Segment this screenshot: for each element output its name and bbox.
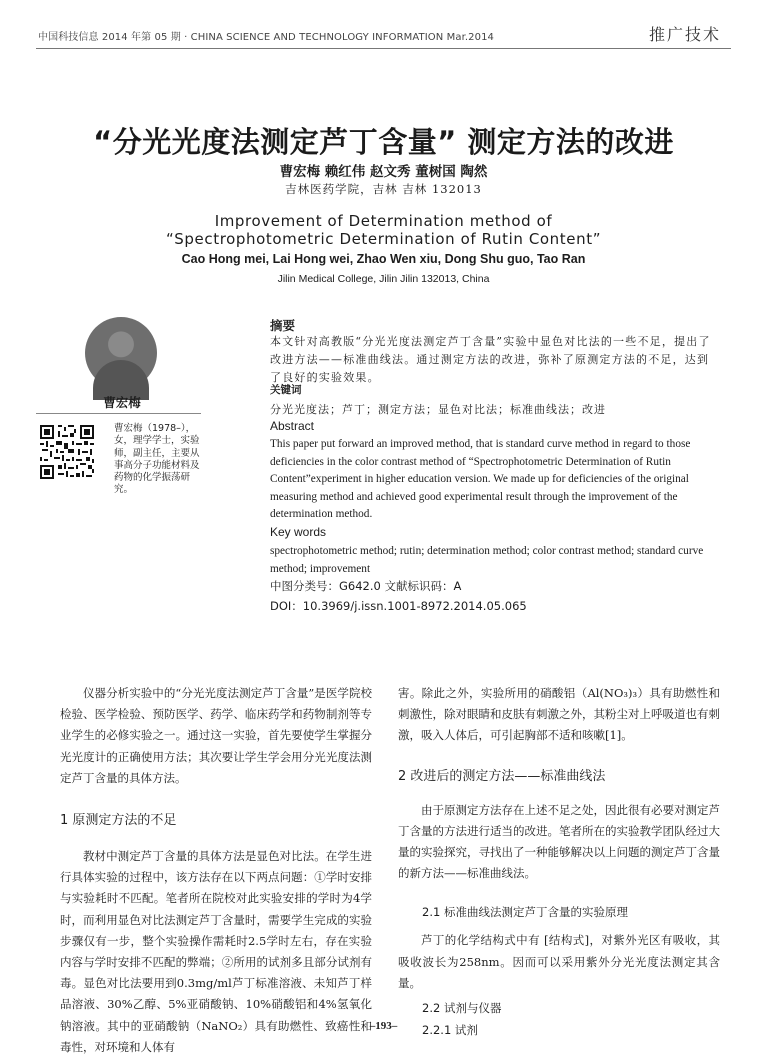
body-column-right (398, 683, 720, 1038)
paper-title-en-line2: “Spectrophotometric Determination of Rutin Content” (165, 230, 602, 248)
author-name: 曹宏梅 (103, 395, 141, 410)
keywords-en: spectrophotometric method; rutin; determination method; color contrast method; standard curve method; improvement (270, 545, 704, 575)
continued-paragraph: 害。除此之外，实验所用的硝酸铝（Al(NO₃)₃）具有助燃性和刺激性，除对眼睛和皮肤有刺激之外，其粉尘对上呼吸道也有刺激，吸入人体后，可引起胸部不适和咳嗽[1]。 (398, 686, 720, 743)
section-2-paragraph: 由于原测定方法存在上述不足之处，因此很有必要对测定芦丁含量的方法进行适当的改进。笔者所在的实验教学团队经过大量的实验探究，寻找出了一种能够解决以上问题的测定芦丁含量的新方法——标准曲线法。 (398, 802, 720, 881)
journal-header: 中国科技信息 2014 年第 05 期 · CHINA SCIENCE AND TECHNOLOGY INFORMATION Mar.2014 (38, 32, 494, 43)
abstract-text-cn: 本文针对高教版“分光光度法测定芦丁含量”实验中显色对比法的一些不足，提出了改进方法——标准曲线法。通过测定方法的改进，弥补了原测定方法的不足，达到了良好的实验效果。 (270, 335, 711, 384)
keywords-heading-cn: 关键词 (270, 384, 302, 396)
bio-divider (36, 413, 201, 414)
paper-title-en-line1: Improvement of Determination method of (214, 212, 553, 230)
abstract-heading-en: Abstract (270, 419, 315, 433)
authors-en: Cao Hong mei, Lai Hong wei, Zhao Wen xiu, Dong Shu guo, Tao Ran (181, 252, 586, 266)
section-1-heading: 1 原测定方法的不足 (60, 813, 177, 829)
author-bio: 曹宏梅（1978–），女，理学学士，实验师，副主任，主要从事高分子功能材料及药物的化学振荡研究。 (114, 423, 200, 496)
column-label: 推广技术 (648, 25, 721, 44)
keywords-cn: 分光光度法；芦丁；测定方法；显色对比法；标准曲线法；改进 (270, 403, 606, 416)
qr-code-icon (38, 423, 96, 481)
section-2-heading: 2 改进后的测定方法——标准曲线法 (398, 768, 606, 784)
subsection-2-1-heading: 2.1 标准曲线法测定芦丁含量的实验原理 (422, 905, 628, 920)
section-1-paragraph: 教材中测定芦丁含量的具体方法是显色对比法。在学生进行具体实验的过程中，该方法存在以下两点问题：①学时安排与实验耗时不匹配。笔者所在院校对此实验安排的学时为4学时，而利用显色对比法测定芦丁含量时，需要学生完成的实验步骤仅有一步，整个实验操作需耗时2.5学时左右，存在实验内容与学时安排不匹配的弊端；②所用的试剂多且部分试剂有毒。显色对比法要用到0.3mg/ml芦丁标准溶液、未知芦丁样品溶液、30%乙醇、5%亚硝酸钠、10%硝酸铝和4%氢氧化钠溶液。其中的亚硝酸钠（NaNO₂）具有助燃性、致癌性和毒性，对环境和人体有 (60, 849, 372, 1054)
page-number: –193– (369, 1020, 398, 1032)
paper-title-en (0, 212, 767, 248)
abstract-text-en: This paper put forward an improved method, that is standard curve method in regard to those deficiencies in the color contrast method of “Spectrophotometric Determination of Rutin Content”experiment in higher education version. We made up for deficiencies of the original measuring method and achieved good experimental result through the improvement of the determination method. (270, 438, 691, 521)
affiliation-cn: 吉林医药学院，吉林 吉林 132013 (285, 182, 482, 196)
paper-title-cn: “分光光度法测定芦丁含量” 测定方法的改进 (93, 125, 674, 159)
classification-code: 中图分类号：G642.0 文献标识码：A (270, 579, 462, 593)
affiliation-en: Jilin Medical College, Jilin Jilin 132013, China (277, 273, 490, 285)
abstract-heading-cn: 摘要 (270, 318, 296, 333)
header-divider (36, 48, 731, 49)
body-column-left (60, 683, 372, 1058)
subsection-2-2-heading: 2.2 试剂与仪器 (422, 1001, 502, 1016)
doi: DOI：10.3969/j.issn.1001-8972.2014.05.065 (270, 599, 527, 613)
subsection-2-1-paragraph: 芦丁的化学结构式中有 [结构式]，对紫外光区有吸收，其吸收波长为258nm。因而可以采用紫外分光光度法测定其含量。 (398, 933, 720, 990)
intro-paragraph: 仪器分析实验中的“分光光度法测定芦丁含量”是医学院校检验、医学检验、预防医学、药学、临床药学和药物制剂等专业学生的必修实验之一。通过这一实验，首先要使学生掌握分光光度计的正确使用方法；其次要让学生学会用分光光度法测定芦丁含量的具体方法。 (60, 686, 372, 785)
authors-cn: 曹宏梅 赖红伟 赵文秀 董树国 陶然 (279, 164, 488, 180)
keywords-heading-en: Key words (270, 525, 327, 539)
subsection-2-2-1-heading: 2.2.1 试剂 (422, 1023, 478, 1038)
